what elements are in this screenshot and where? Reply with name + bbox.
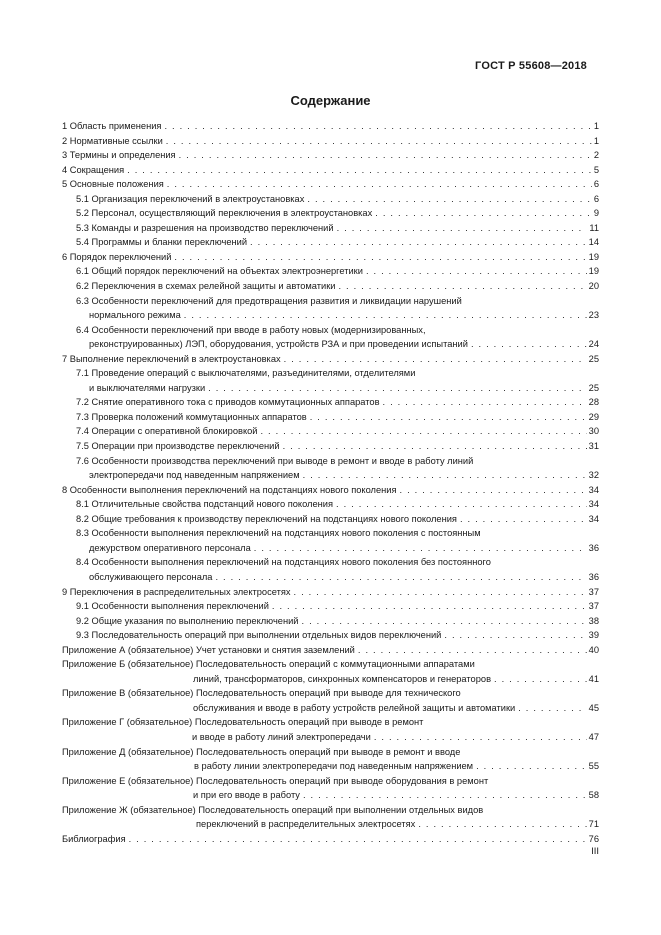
toc-entry[interactable] — [62, 803, 599, 832]
toc-page-number: 41 — [588, 673, 599, 684]
toc-page-number: 24 — [588, 339, 599, 350]
dot-leader — [283, 439, 587, 454]
toc-page-number: 19 — [588, 251, 599, 262]
toc-entry[interactable] — [62, 643, 599, 658]
dot-leader — [400, 483, 587, 498]
toc-entry-title: 6 Порядок переключений — [62, 251, 172, 262]
dot-leader — [307, 192, 591, 207]
toc-entry-title: 7.1 Проведение операций с выключателями, разъединителями, отделителями — [76, 368, 416, 379]
toc-entry-title: Приложение Д (обязательное) Последовательность операций при выводе в ремонт и вводе — [62, 746, 461, 757]
toc-entry[interactable] — [62, 686, 599, 715]
toc-entry-title: 7.3 Проверка положений коммутационных аппаратов — [76, 411, 307, 422]
toc-entry[interactable] — [62, 512, 599, 527]
toc-page-number: 1 — [593, 135, 599, 146]
toc-entry[interactable] — [62, 657, 599, 686]
toc-entry-title: 5.2 Персонал, осуществляющий переключения в электроустановках — [76, 208, 373, 219]
toc-entry[interactable] — [62, 352, 599, 367]
page-title: Содержание — [290, 93, 371, 108]
dot-leader — [179, 148, 592, 163]
toc-page-number: 14 — [588, 237, 599, 248]
toc-entry-title: 6.2 Переключения в схемах релейной защиты и автоматики — [76, 281, 336, 292]
dot-leader — [303, 468, 587, 483]
toc-page-number: 76 — [588, 833, 599, 844]
toc-entry[interactable] — [62, 614, 599, 629]
dot-leader — [336, 497, 587, 512]
toc-entry-title: в работу линии электропередачи под наведенным напряжением — [194, 761, 474, 772]
toc-page-number: 31 — [588, 441, 599, 452]
toc-page-number: 25 — [588, 382, 599, 393]
toc-entry-title: 7.4 Операции с оперативной блокировкой — [76, 426, 258, 437]
toc-page-number: 5 — [593, 164, 599, 175]
dot-leader — [460, 512, 587, 527]
dot-leader — [184, 308, 587, 323]
toc-entry-title: Приложение Г (обязательное) Последовательность операций при выводе в ремонт — [62, 717, 424, 728]
dot-leader — [166, 134, 592, 149]
dot-leader — [284, 352, 587, 367]
toc-entry-title: 5.3 Команды и разрешения на производство переключений — [76, 222, 334, 233]
toc-entry[interactable] — [62, 323, 599, 352]
toc-entry[interactable] — [62, 745, 599, 774]
dot-leader — [374, 730, 587, 745]
toc-page-number: 6 — [593, 193, 599, 204]
toc-entry-title: 5.4 Программы и бланки переключений — [76, 237, 248, 248]
dot-leader — [302, 614, 587, 629]
toc-entry-title: 9.3 Последовательность операций при выполнении отдельных видов переключений — [76, 630, 442, 641]
toc-entry[interactable] — [62, 206, 599, 221]
toc-entry[interactable] — [62, 410, 599, 425]
toc-entry[interactable] — [62, 177, 599, 192]
dot-leader — [294, 585, 587, 600]
dot-leader — [358, 643, 587, 658]
toc-entry-title: и выключателями нагрузки — [89, 382, 206, 393]
toc-entry-title: Приложение Е (обязательное) Последовательность операций при выводе оборудования в ремонт — [62, 775, 489, 786]
toc-entry-title: Приложение Ж (обязательное) Последовательность операций при выполнении отдельных видов — [62, 804, 484, 815]
toc-entry[interactable] — [62, 454, 599, 483]
toc-entry[interactable] — [62, 366, 599, 395]
toc-entry-title: и при его вводе в работу — [193, 790, 300, 801]
toc-page-number: 38 — [588, 615, 599, 626]
toc-page-number: 32 — [588, 470, 599, 481]
toc-page-number: 2 — [593, 150, 599, 161]
toc-entry-title: 9.1 Особенности выполнения переключений — [76, 601, 269, 612]
toc-page-number: 36 — [588, 571, 599, 582]
toc-entry-title: 8.3 Особенности выполнения переключений на подстанциях нового поколения с постоянным — [76, 528, 481, 539]
dot-leader — [127, 163, 592, 178]
dot-leader — [164, 119, 591, 134]
toc-entry-title: Приложение Б (обязательное) Последовательность операций с коммутационными аппаратами — [62, 659, 475, 670]
toc-page-number: 55 — [588, 761, 599, 772]
toc-page-number: 28 — [588, 397, 599, 408]
dot-leader — [494, 672, 587, 687]
toc-entry-title: 8.4 Особенности выполнения переключений на подстанциях нового поколения без постоянного — [76, 557, 491, 568]
dot-leader — [366, 264, 587, 279]
page-number: III — [591, 846, 599, 857]
toc-page-number: 40 — [588, 644, 599, 655]
toc-entry-title: 9 Переключения в распределительных электросетях — [62, 586, 291, 597]
dot-leader — [208, 381, 587, 396]
toc-page-number: 58 — [588, 790, 599, 801]
toc-page-number: 25 — [588, 353, 599, 364]
toc-entry[interactable] — [62, 250, 599, 265]
toc-entry[interactable] — [62, 526, 599, 555]
toc-entry-title: обслуживания и вводе в работу устройств релейной защиты и автоматики — [193, 702, 516, 713]
toc-page-number: 19 — [588, 266, 599, 277]
dot-leader — [444, 628, 586, 643]
dot-leader — [338, 279, 586, 294]
toc-entry[interactable] — [62, 294, 599, 323]
dot-leader — [129, 832, 587, 847]
toc-entry[interactable] — [62, 163, 599, 178]
toc-entry[interactable] — [62, 628, 599, 643]
dot-leader — [310, 410, 587, 425]
toc-entry[interactable] — [62, 119, 599, 134]
toc-entry-title: нормального режима — [89, 310, 181, 321]
toc-entry-title: 1 Область применения — [62, 121, 162, 131]
toc-entry-title: 7.6 Особенности производства переключений при выводе в ремонт и вводе в работу линий — [76, 455, 474, 466]
toc-entry[interactable] — [62, 599, 599, 614]
toc-entry-title: 7.2 Снятие оперативного тока с приводов коммутационных аппаратов — [76, 397, 380, 408]
toc-entry-title: 7.5 Операции при производстве переключений — [76, 441, 280, 452]
toc-entry-title: 2 Нормативные ссылки — [62, 135, 163, 146]
toc-entry[interactable] — [62, 555, 599, 584]
toc-entry-title: 4 Сокращения — [62, 164, 125, 175]
dot-leader — [254, 541, 587, 556]
toc-page-number: 11 — [589, 222, 599, 233]
toc-entry-title: 6.3 Особенности переключений для предотвращения развития и ликвидации нарушений — [76, 295, 462, 306]
dot-leader — [471, 337, 587, 352]
toc-page-number: 34 — [588, 499, 599, 510]
toc-entry-title: реконструированных) ЛЭП, оборудования, устройств РЗА и при проведении испытаний — [89, 339, 468, 350]
toc-entry[interactable] — [62, 395, 599, 410]
toc-entry[interactable] — [62, 279, 599, 294]
toc-entry-title: 3 Термины и определения — [62, 150, 176, 161]
dot-leader — [260, 424, 586, 439]
dot-leader — [375, 206, 592, 221]
toc-entry-title: переключений в распределительных электросетях — [196, 819, 416, 830]
dot-leader — [518, 701, 586, 716]
dot-leader — [303, 788, 587, 803]
toc-entry-title: 7 Выполнение переключений в электроустановках — [62, 353, 281, 364]
toc-entry-title: 8 Особенности выполнения переключений на подстанциях нового поколения — [62, 484, 397, 495]
toc-entry[interactable] — [62, 774, 599, 803]
toc-page-number: 34 — [588, 513, 599, 524]
toc-page-number: 20 — [588, 281, 599, 292]
toc-entry[interactable] — [62, 235, 599, 250]
toc-entry-title: Приложение А (обязательное) Учет установки и снятия заземлений — [62, 644, 355, 655]
toc-entry[interactable] — [62, 424, 599, 439]
toc-entry[interactable] — [62, 221, 599, 236]
toc-entry[interactable] — [62, 585, 599, 600]
toc-page-number: 30 — [588, 426, 599, 437]
toc-entry-title: дежурством оперативного персонала — [89, 542, 251, 553]
dot-leader — [418, 817, 586, 832]
toc-entry-title: линий, трансформаторов, синхронных компенсаторов и генераторов — [193, 673, 492, 684]
toc-entry-title: 8.2 Общие требования к производству переключений на подстанциях нового поколения — [76, 513, 457, 524]
toc-entry[interactable] — [62, 134, 599, 149]
toc-page-number: 1 — [593, 121, 599, 131]
dot-leader — [215, 570, 586, 585]
toc-entry-title: 6.4 Особенности переключений при вводе в работу новых (модернизированных, — [76, 324, 426, 335]
toc-page-number: 6 — [593, 179, 599, 190]
toc-page-number: 36 — [588, 542, 599, 553]
dot-leader — [272, 599, 587, 614]
toc-page-number: 34 — [588, 484, 599, 495]
toc-entry[interactable] — [62, 715, 599, 744]
toc-entry[interactable] — [62, 148, 599, 163]
toc-page-number: 37 — [588, 586, 599, 597]
toc-entry-title: 5 Основные положения — [62, 179, 164, 190]
dot-leader — [337, 221, 588, 236]
toc-entry-title: 8.1 Отличительные свойства подстанций нового поколения — [76, 499, 334, 510]
toc-entry[interactable] — [62, 832, 599, 847]
toc-page-number: 71 — [588, 819, 599, 830]
toc-page-number: 47 — [588, 731, 599, 742]
table-of-contents — [62, 119, 599, 846]
toc-entry-title: 9.2 Общие указания по выполнению переключений — [76, 615, 299, 626]
toc-page-number: 37 — [588, 601, 599, 612]
dot-leader — [167, 177, 592, 192]
toc-entry-title: 6.1 Общий порядок переключений на объектах электроэнергетики — [76, 266, 363, 277]
toc-entry[interactable] — [62, 497, 599, 512]
toc-entry-title: электропередачи под наведенным напряжением — [89, 470, 300, 481]
toc-entry-title: и вводе в работу линий электропередачи — [192, 731, 371, 742]
dot-leader — [250, 235, 587, 250]
document-code: ГОСТ Р 55608—2018 — [475, 60, 587, 72]
dot-leader — [383, 395, 587, 410]
toc-page-number: 9 — [593, 208, 599, 219]
toc-entry[interactable] — [62, 264, 599, 279]
toc-entry[interactable] — [62, 192, 599, 207]
dot-leader — [476, 759, 587, 774]
toc-page-number: 39 — [588, 630, 599, 641]
toc-entry-title: Приложение В (обязательное) Последовательность операций при выводе для технического — [62, 688, 461, 699]
toc-entry-title: Библиография — [62, 833, 126, 844]
toc-entry-title: 5.1 Организация переключений в электроустановках — [76, 193, 305, 204]
toc-entry-title: обслуживающего персонала — [89, 571, 213, 582]
toc-page-number: 29 — [588, 411, 599, 422]
toc-page-number: 23 — [588, 310, 599, 321]
dot-leader — [174, 250, 586, 265]
toc-entry[interactable] — [62, 483, 599, 498]
toc-page-number: 45 — [588, 702, 599, 713]
toc-entry[interactable] — [62, 439, 599, 454]
